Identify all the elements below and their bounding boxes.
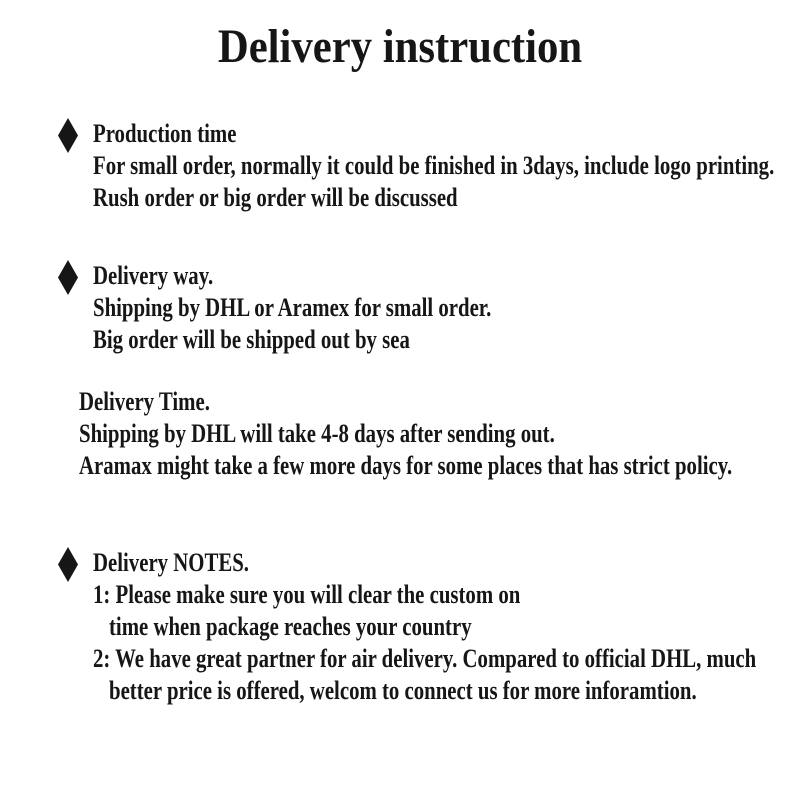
section-heading: Delivery NOTES. [93,548,249,577]
section-line-note-2-continued: better price is offered, welcom to connect us for more inforamtion. [109,676,697,705]
section-heading: Delivery Time. [79,387,210,416]
section-production-time [58,118,800,214]
diamond-bullet-icon [58,118,78,153]
section-line: For small order, normally it could be finished in 3days, include logo printing. [93,151,775,180]
section-delivery-notes [58,547,800,707]
section-heading: Production time [93,119,237,148]
section-line-note-1: 1: Please make sure you will clear the custom on [93,580,521,609]
section-body [79,386,800,482]
section-delivery-time [79,386,800,482]
section-body [93,547,800,707]
section-line: Rush order or big order will be discussed [93,183,458,212]
section-heading: Delivery way. [93,261,214,290]
section-line-note-2: 2: We have great partner for air delivery. Compared to official DHL, much [93,644,757,673]
section-line: Big order will be shipped out by sea [93,325,410,354]
diamond-bullet-icon [58,547,78,582]
section-line-note-1-continued: time when package reaches your country [109,612,472,641]
section-body [93,118,800,214]
section-delivery-way [58,260,591,356]
page-title: Delivery instruction [217,20,583,73]
section-body [93,260,591,356]
section-line: Aramax might take a few more days for some places that has strict policy. [79,451,733,480]
diamond-bullet-icon [58,260,78,295]
section-line: Shipping by DHL will take 4-8 days after sending out. [79,419,555,448]
section-line: Shipping by DHL or Aramex for small order. [93,293,492,322]
